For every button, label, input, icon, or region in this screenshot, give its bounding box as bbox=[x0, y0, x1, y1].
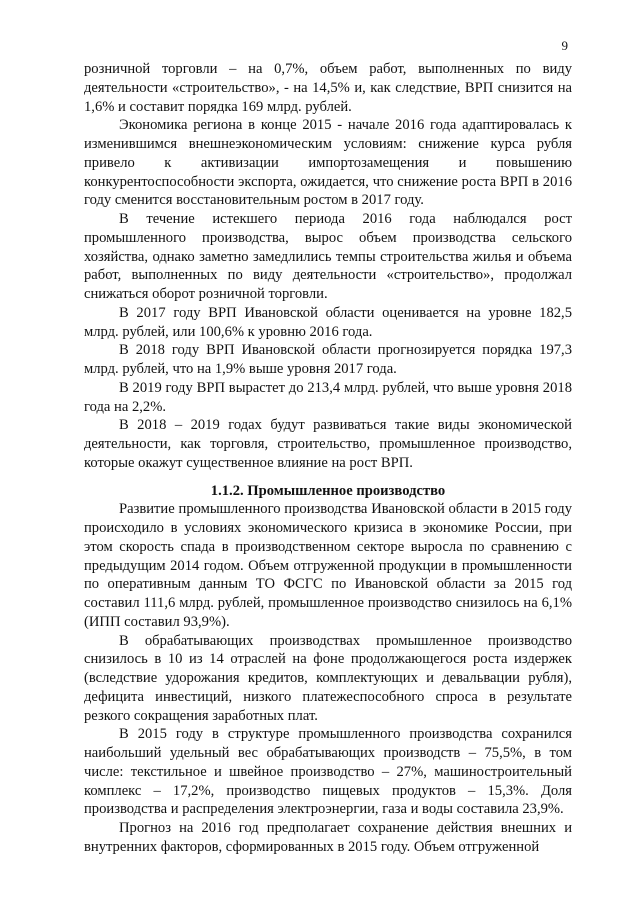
paragraph: В 2018 – 2019 годах будут развиваться такие виды экономической деятельности, как торговля, строительство, промышленное производство, которые окажут существенное влияние на рост ВРП. bbox=[84, 417, 572, 471]
page-number: 9 bbox=[561, 38, 568, 53]
paragraph: В 2017 году ВРП Ивановской области оценивается на уровне 182,5 млрд. рублей, или 100,6% к уровню 2016 года. bbox=[84, 304, 572, 340]
paragraph: Развитие промышленного производства Ивановской области в 2015 году происходило в условиях экономического кризиса в экономике России, при этом скорость спада в производственном секторе выросла по сравнению с предыдущим 2014 годом. Объем отгруженной продукции в промышленности по оперативным данным ТО ФСГС по Ивановской области за 2015 год составил 111,6 млрд. рублей, промышленное производство снизилось на 6,1% (ИПП составил 93,9%). bbox=[84, 501, 572, 630]
paragraph: В 2015 году в структуре промышленного производства сохранился наибольший удельный вес обрабатывающих производств – 75,5%, в том числе: текстильное и швейное производство – 27%, машиностроительный комплекс – 17,2%, производство пищевых продуктов – 15,3%. Доля производства и распределения электроэнергии, газа и воды составила 23,9%. bbox=[84, 726, 572, 818]
paragraph: В 2018 году ВРП Ивановской области прогнозируется порядка 197,3 млрд. рублей, что на 1,9% выше уровня 2017 года. bbox=[84, 342, 572, 377]
paragraph: Прогноз на 2016 год предполагает сохранение действия внешних и внутренних факторов, сформированных в 2015 году. Объем отгруженной bbox=[84, 820, 572, 855]
paragraph-continued: розничной торговли – на 0,7%, объем работ, выполненных по виду деятельности «строительство», - на 14,5% и, как следствие, ВРП снизится на 1,6% и составит порядка 169 млрд. рублей. bbox=[84, 61, 572, 115]
section-heading: 1.1.2. Промышленное производство bbox=[210, 482, 446, 499]
paragraph: В 2019 году ВРП вырастет до 213,4 млрд. рублей, что выше уровня 2018 года на 2,2%. bbox=[84, 379, 572, 415]
page-content bbox=[84, 60, 572, 857]
paragraph: Экономика региона в конце 2015 - начале 2016 года адаптировалась к изменившимся внешнеэкономическим условиям: снижение курса рубля привело к активизации импортозамещения и повышению конкурентоспособности экспорта, ожидается, что снижение роста ВРП в 2016 году сменится восстановительным ростом в 2017 году. bbox=[84, 117, 572, 209]
paragraph: В обрабатывающих производствах промышленное производство снизилось в 10 из 14 отраслей на фоне продолжающегося роста издержек (вследствие удорожания кредитов, комплектующих и девальвации рубля), дефицита инвестиций, низкого платежеспособного спроса в результате резкого сокращения заработных плат. bbox=[84, 632, 572, 724]
paragraph: В течение истекшего периода 2016 года наблюдался рост промышленного производства, вырос объем производства сельского хозяйства, однако заметно замедлились темпы строительства жилья и объема работ, выполненных по виду деятельности «строительство», продолжал снижаться оборот розничной торговли. bbox=[84, 211, 572, 302]
